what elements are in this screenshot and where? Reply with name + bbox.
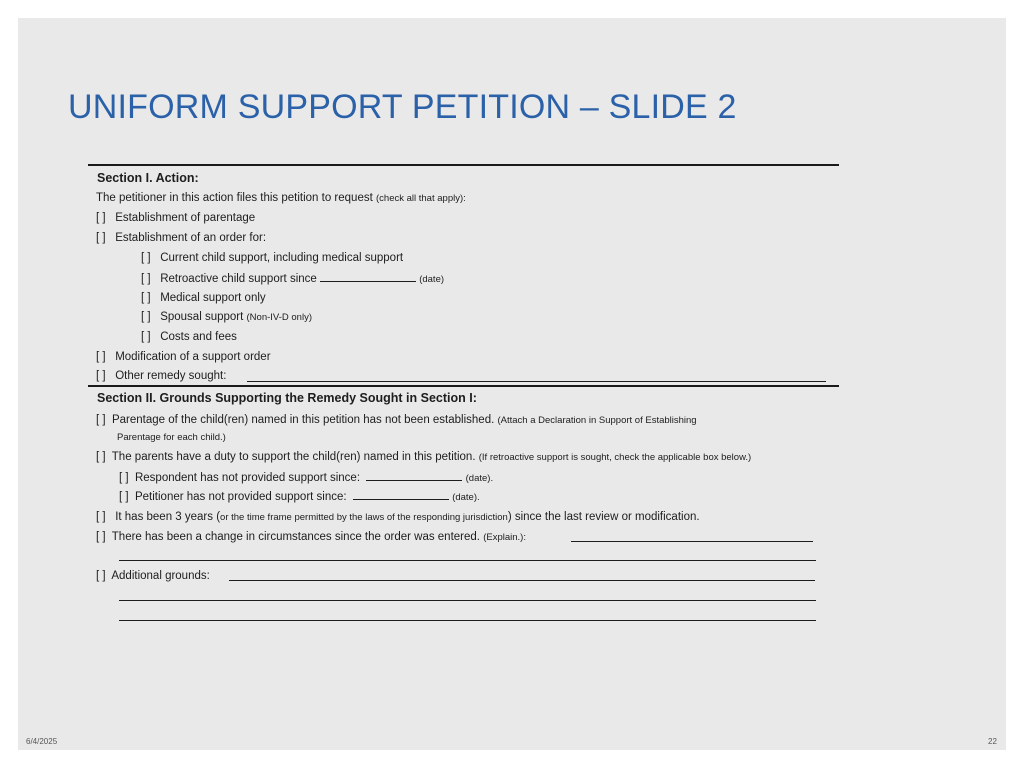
item-change — [96, 530, 526, 545]
item-order-for — [96, 231, 266, 245]
section1-intro-text: The petitioner in this action files this petition to request — [96, 192, 373, 204]
retroactive-date-blank[interactable] — [320, 271, 416, 282]
item-current-child — [141, 251, 403, 265]
checkbox[interactable]: [ ] — [119, 472, 129, 484]
duty-note: (If retroactive support is sought, check the applicable box below.) — [478, 452, 752, 463]
item-parentage-label: Establishment of parentage — [115, 212, 256, 224]
item-order-for-label: Establishment of an order for: — [115, 232, 267, 244]
additional-blank-1[interactable] — [229, 580, 815, 581]
additional-blank-3[interactable] — [119, 620, 816, 621]
duty-label: The parents have a duty to support the child(ren) named in this petition. — [111, 451, 476, 463]
item-other-remedy — [96, 369, 226, 383]
item-medical-label: Medical support only — [160, 292, 266, 304]
section1-top-rule — [88, 164, 839, 166]
checkbox[interactable]: [ ] — [96, 212, 106, 224]
checkbox[interactable]: [ ] — [96, 370, 106, 382]
petitioner-note: (date). — [452, 492, 480, 503]
item-medical — [141, 291, 266, 305]
respondent-date-blank[interactable] — [366, 470, 462, 481]
additional-blank-2[interactable] — [119, 600, 816, 601]
checkbox[interactable]: [ ] — [96, 511, 106, 523]
footer-page-number: 22 — [988, 737, 997, 746]
footer-date: 6/4/2025 — [26, 737, 58, 746]
checkbox[interactable]: [ ] — [141, 292, 151, 304]
parentage-note-b: Parentage for each child.) — [117, 432, 226, 443]
section1-intro — [96, 191, 466, 206]
checkbox[interactable]: [ ] — [141, 331, 151, 343]
petitioner-label: Petitioner has not provided support since: — [134, 491, 347, 503]
checkbox[interactable]: [ ] — [96, 531, 106, 543]
section2-heading: Section II. Grounds Supporting the Remedy Sought in Section I: — [97, 391, 477, 405]
parentage-note-a: (Attach a Declaration in Support of Establishing — [497, 415, 697, 426]
respondent-note: (date). — [465, 473, 494, 484]
checkbox[interactable]: [ ] — [96, 570, 106, 582]
item-respondent — [119, 470, 493, 486]
section1-intro-note: (check all that apply): — [376, 193, 466, 204]
item-parentage-not-established — [96, 413, 697, 428]
slide-title: UNIFORM SUPPORT PETITION – SLIDE 2 — [68, 88, 737, 126]
checkbox[interactable]: [ ] — [96, 232, 106, 244]
section2-top-rule — [88, 385, 839, 387]
checkbox[interactable]: [ ] — [96, 414, 106, 426]
item-other-remedy-label: Other remedy sought: — [115, 370, 227, 382]
other-remedy-blank[interactable] — [247, 381, 826, 382]
item-duty — [96, 450, 751, 465]
item-spousal — [141, 310, 312, 325]
checkbox[interactable]: [ ] — [141, 311, 151, 323]
parentage-a-label: Parentage of the child(ren) named in this petition has not been established. — [111, 414, 495, 426]
three-years-label-a: It has been 3 years ( — [115, 511, 221, 523]
change-explain-blank[interactable] — [571, 541, 813, 542]
item-modification — [96, 350, 271, 364]
respondent-label: Respondent has not provided support since: — [134, 472, 361, 484]
item-parentage — [96, 211, 255, 225]
item-current-child-label: Current child support, including medical support — [160, 252, 404, 264]
item-three-years — [96, 510, 700, 525]
item-modification-label: Modification of a support order — [115, 351, 271, 363]
checkbox[interactable]: [ ] — [119, 491, 129, 503]
item-spousal-label: Spousal support — [160, 311, 244, 323]
item-costs-label: Costs and fees — [160, 331, 237, 343]
item-petitioner — [119, 489, 480, 505]
change-note: (Explain.): — [483, 532, 526, 543]
checkbox[interactable]: [ ] — [141, 273, 151, 285]
item-spousal-note: (Non-IV-D only) — [246, 312, 312, 323]
checkbox[interactable]: [ ] — [141, 252, 151, 264]
three-years-note: or the time frame permitted by the laws of the responding jurisdiction — [220, 512, 508, 523]
petitioner-date-blank[interactable] — [353, 489, 449, 500]
change-explain-blank-2[interactable] — [119, 560, 816, 561]
change-label: There has been a change in circumstances since the order was entered. — [111, 531, 480, 543]
slide — [18, 18, 1006, 750]
item-costs — [141, 330, 237, 344]
item-retroactive — [141, 271, 444, 287]
item-retroactive-note: (date) — [419, 274, 445, 285]
item-retroactive-label: Retroactive child support since — [160, 273, 317, 285]
checkbox[interactable]: [ ] — [96, 351, 106, 363]
item-additional — [96, 569, 210, 583]
checkbox[interactable]: [ ] — [96, 451, 106, 463]
additional-label: Additional grounds: — [111, 570, 210, 582]
section1-heading: Section I. Action: — [97, 171, 199, 185]
three-years-label-b: ) since the last review or modification. — [507, 511, 700, 523]
